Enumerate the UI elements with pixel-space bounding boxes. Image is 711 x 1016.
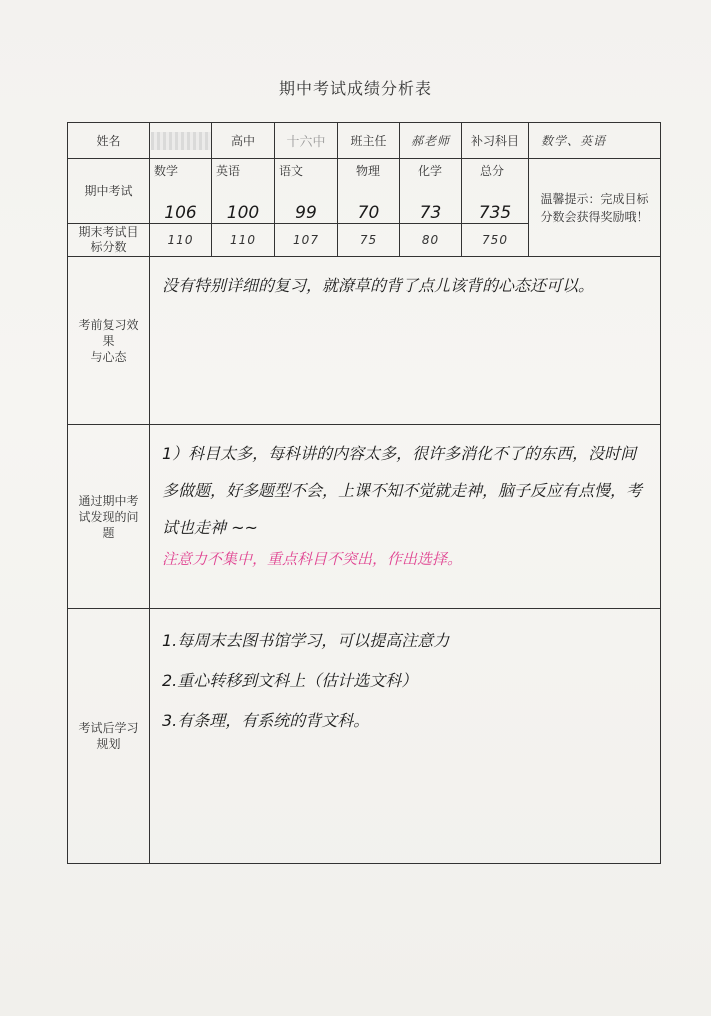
plan-row [68, 609, 661, 864]
problems-label-line1: 通过期中考 [78, 493, 139, 508]
plan-item-2: 2.重心转移到文科上（估计选文科） [162, 671, 418, 690]
subject-physics-label: 物理 [356, 164, 381, 178]
final-target-label [68, 224, 150, 257]
midterm-physics-cell [338, 159, 400, 224]
plan-item-3: 3.有条理，有系统的背文科。 [162, 711, 370, 730]
subject-math-label: 数学 [154, 164, 179, 178]
target-total-score: 750 [462, 224, 529, 257]
problems-label-line2: 试发现的问 [78, 509, 139, 524]
target-english-score: 110 [212, 224, 275, 257]
problems-handwritten-text: 1）科目太多，每科讲的内容太多，很许多消化不了的东西，没时间多做题，好多题型不会，上课不知不觉就走神，脑子反应有点慢，考试也走神 ~~ [162, 444, 643, 537]
problems-label-line3: 题 [102, 525, 115, 540]
review-label-line2: 果 [102, 333, 115, 348]
score-analysis-table [67, 122, 661, 864]
grade-value: 十六中 [275, 123, 338, 159]
plan-item-1: 1.每周末去图书馆学习，可以提高注意力 [162, 631, 450, 650]
target-chemistry-score: 80 [400, 224, 462, 257]
review-label [68, 257, 150, 425]
redacted-name-mark [151, 132, 211, 150]
problems-label [68, 425, 150, 609]
midterm-english-cell [212, 159, 275, 224]
plan-label-line1: 考试后学习 [78, 721, 139, 735]
review-content-cell [150, 257, 661, 425]
review-handwritten-text: 没有特别详细的复习，就潦草的背了点儿该背的心态还可以。 [162, 276, 595, 295]
midterm-math-cell [150, 159, 212, 224]
target-math-score: 110 [150, 224, 212, 257]
final-target-label-line2: 标分数 [90, 240, 127, 254]
target-physics-score: 75 [338, 224, 400, 257]
problems-row [68, 425, 661, 609]
midterm-total-score: 735 [478, 203, 512, 223]
midterm-label: 期中考试 [68, 159, 150, 224]
plan-content-cell [150, 609, 661, 864]
midterm-chinese-cell [275, 159, 338, 224]
name-label: 姓名 [68, 123, 150, 159]
problems-content-cell [150, 425, 661, 609]
midterm-chinese-score: 99 [295, 203, 317, 223]
header-row [68, 123, 661, 159]
teacher-label: 班主任 [338, 123, 400, 159]
tutoring-label: 补习科目 [462, 123, 529, 159]
subject-english-label: 英语 [216, 164, 241, 178]
tutoring-value: 数学、英语 [529, 123, 661, 159]
midterm-chemistry-cell [400, 159, 462, 224]
plan-label [68, 609, 150, 864]
name-value-redacted [150, 123, 212, 159]
subject-total-label: 总分 [480, 164, 505, 178]
midterm-chemistry-score: 73 [419, 203, 442, 223]
teacher-value: 郝老师 [400, 123, 462, 159]
midterm-total-cell [462, 159, 529, 224]
reward-tip: 温馨提示：完成目标分数会获得奖励哦！ [529, 159, 661, 257]
final-target-label-line1: 期末考试目 [78, 225, 139, 239]
subject-chinese-label: 语文 [279, 164, 304, 178]
subject-chemistry-label: 化学 [418, 164, 443, 178]
midterm-math-score: 106 [164, 203, 197, 223]
midterm-english-score: 100 [226, 203, 260, 223]
midterm-physics-score: 70 [357, 203, 380, 223]
midterm-row [68, 159, 661, 224]
form-title: 期中考试成绩分析表 [278, 79, 432, 98]
teacher-note-pink: 注意力不集中，重点科目不突出，作出选择。 [162, 550, 463, 568]
review-label-line3: 与心态 [90, 349, 127, 364]
target-chinese-score: 107 [275, 224, 338, 257]
grade-label: 高中 [212, 123, 275, 159]
review-label-line1: 考前复习效 [78, 317, 139, 332]
plan-label-line2: 规划 [96, 737, 121, 751]
review-row [68, 257, 661, 425]
